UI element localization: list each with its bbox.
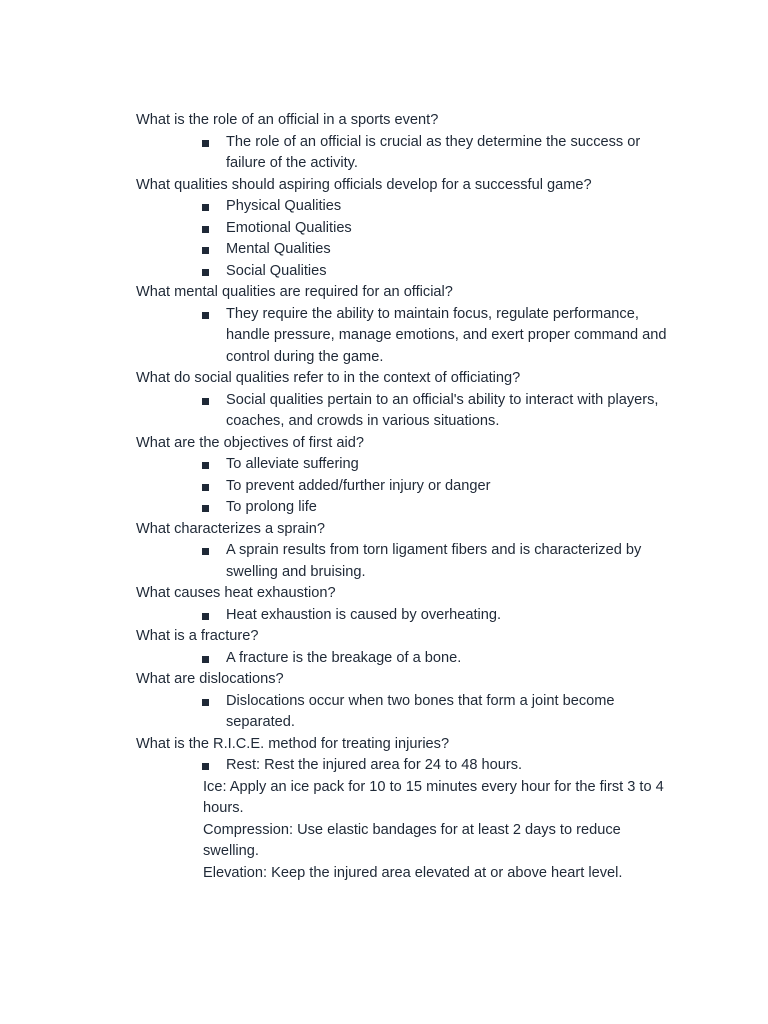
question: What are the objectives of first aid? [136, 434, 364, 451]
bullet-item [0, 755, 768, 777]
bullet-item [0, 691, 768, 734]
question: What characterizes a sprain? [136, 520, 325, 537]
bullet-text: A sprain results from torn ligament fibers and is characterized by swelling and bruising. [226, 542, 642, 580]
bullet-text: Heat exhaustion is caused by overheating. [226, 606, 502, 623]
question: What causes heat exhaustion? [136, 585, 336, 601]
document-body [0, 110, 768, 884]
paragraph: Elevation: Keep the injured area elevated at or above heart level. [203, 864, 623, 881]
question: What is a fracture? [136, 628, 259, 644]
question: What do social qualities refer to in the context of officiating? [136, 370, 521, 386]
square-bullet-icon [202, 505, 209, 512]
square-bullet-icon [202, 204, 209, 211]
square-bullet-icon [202, 656, 209, 663]
bullet-text: Mental Qualities [226, 241, 331, 257]
bullet-text: Emotional Qualities [226, 219, 352, 236]
square-bullet-icon [202, 462, 209, 469]
bullet-text: They require the ability to maintain focus, regulate performance, handle pressure, manage emotions, and exert proper command and control during the game. [226, 305, 667, 365]
square-bullet-icon [202, 484, 209, 491]
question: What is the role of an official in a sports event? [136, 112, 439, 128]
bullet-text: To prolong life [226, 499, 317, 515]
square-bullet-icon [202, 247, 209, 254]
square-bullet-icon [202, 226, 209, 233]
bullet-text: To prevent added/further injury or danger [226, 477, 491, 494]
square-bullet-icon [202, 763, 209, 770]
bullet-text: Rest: Rest the injured area for 24 to 48 hours. [226, 757, 523, 773]
question: What mental qualities are required for an official? [136, 284, 453, 300]
bullet-item [0, 540, 768, 583]
bullet-item [0, 497, 768, 519]
bullet-item [0, 132, 768, 175]
bullet-text: Physical Qualities [226, 198, 342, 214]
bullet-text: A fracture is the breakage of a bone. [226, 649, 462, 666]
bullet-item [0, 239, 768, 261]
bullet-item [0, 605, 768, 627]
paragraph: Compression: Use elastic bandages for at least 2 days to reduce swelling. [203, 821, 621, 859]
square-bullet-icon [202, 312, 209, 319]
question: What are dislocations? [136, 671, 284, 687]
bullet-item [0, 304, 768, 369]
square-bullet-icon [202, 398, 209, 405]
bullet-item [0, 261, 768, 283]
square-bullet-icon [202, 269, 209, 276]
bullet-text: Dislocations occur when two bones that form a joint become separated. [226, 692, 615, 730]
square-bullet-icon [202, 548, 209, 555]
bullet-text: Social Qualities [226, 262, 327, 279]
bullet-item [0, 390, 768, 433]
square-bullet-icon [202, 140, 209, 147]
paragraph: Ice: Apply an ice pack for 10 to 15 minutes every hour for the first 3 to 4 hours. [203, 778, 664, 816]
bullet-text: The role of an official is crucial as they determine the success or failure of the activity. [226, 133, 641, 171]
question: What qualities should aspiring officials develop for a successful game? [136, 176, 592, 193]
bullet-item [0, 476, 768, 498]
bullet-item [0, 196, 768, 218]
bullet-text: To alleviate suffering [226, 456, 359, 472]
square-bullet-icon [202, 613, 209, 620]
square-bullet-icon [202, 699, 209, 706]
bullet-item [0, 454, 768, 476]
bullet-text: Social qualities pertain to an official's ability to interact with players, coaches, and crowds in various situations. [226, 391, 659, 429]
bullet-item [0, 218, 768, 240]
bullet-item [0, 648, 768, 670]
question: What is the R.I.C.E. method for treating injuries? [136, 735, 450, 752]
